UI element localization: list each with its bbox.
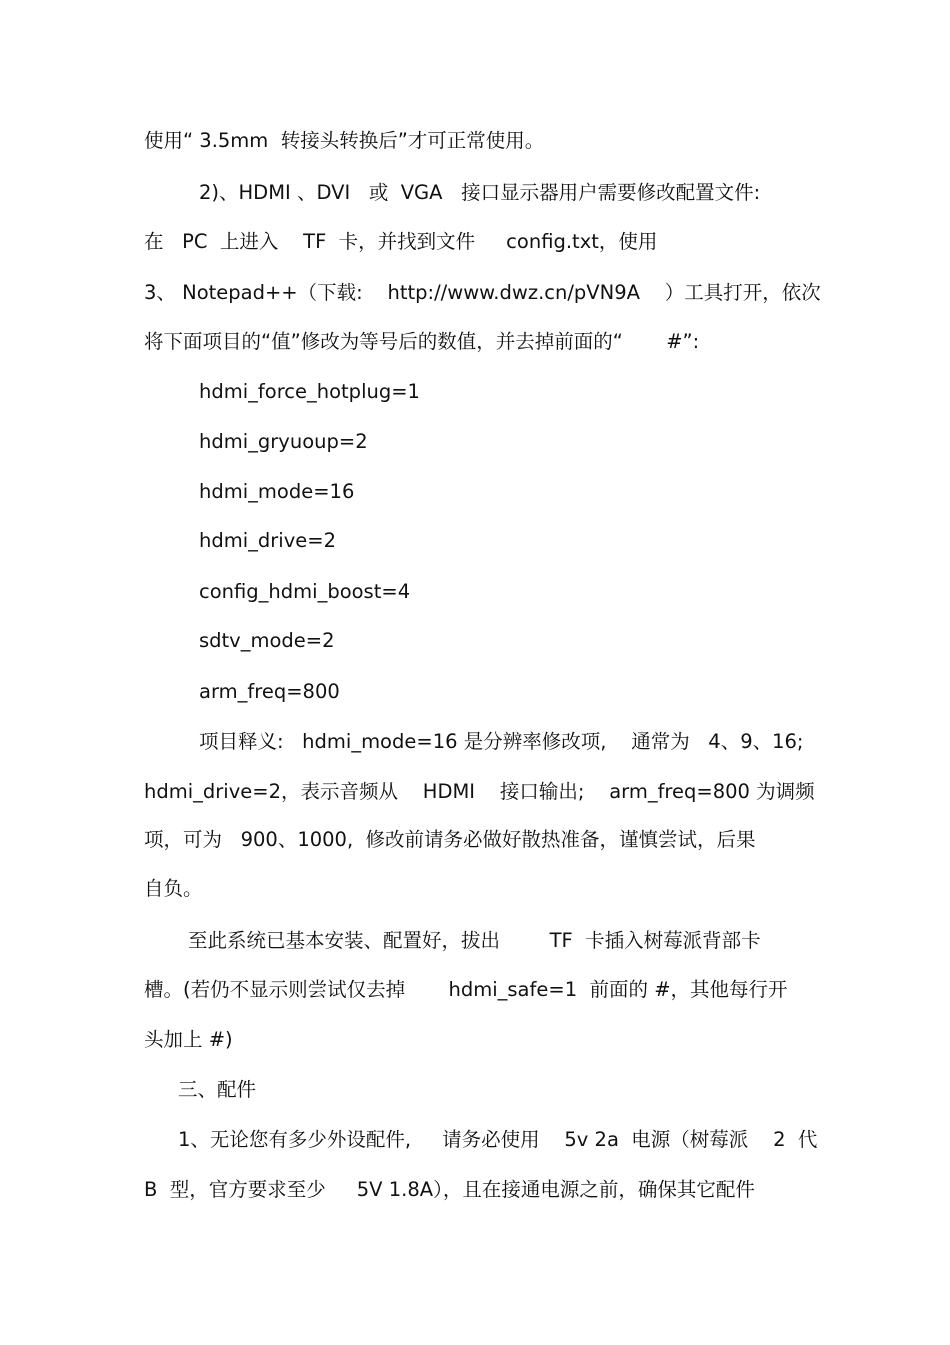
text-line-16: 自负。: [144, 877, 203, 900]
text-line-21: 1、无论您有多少外设配件, 请务必使用 5v 2a 电源（树莓派 2 代: [178, 1128, 818, 1151]
config-line-2: hdmi_gryuoup=2: [199, 430, 368, 453]
text-line-2: 2)、HDMI 、DVI 或 VGA 接口显示器用户需要修改配置文件:: [199, 181, 761, 204]
text-line-13: 项目释义: hdmi_mode=16 是分辨率修改项, 通常为 4、9、16;: [199, 730, 804, 753]
config-line-7: arm_freq=800: [199, 680, 340, 703]
config-line-5: config_hdmi_boost=4: [199, 580, 411, 603]
config-line-3: hdmi_mode=16: [199, 480, 355, 503]
text-line-3: 在 PC 上进入 TF 卡，并找到文件 config.txt，使用: [144, 230, 658, 253]
text-line-15: 项，可为 900、1000, 修改前请务必做好散热准备，谨慎尝试，后果: [144, 828, 756, 851]
section-heading: 三、配件: [178, 1078, 257, 1101]
text-line-18: 槽。(若仍不显示则尝试仅去掉 hdmi_safe=1 前面的 #，其他每行开: [144, 978, 788, 1001]
config-line-1: hdmi_force_hotplug=1: [199, 380, 420, 403]
config-line-4: hdmi_drive=2: [199, 529, 336, 552]
config-line-6: sdtv_mode=2: [199, 629, 335, 652]
text-line-5: 将下面项目的“值”修改为等号后的数值，并去掉前面的“ #”:: [144, 330, 700, 353]
text-line-19: 头加上 #): [144, 1028, 233, 1051]
text-line-4: 3、 Notepad++（下载: http://www.dwz.cn/pVN9A ）工具打开，依次: [144, 281, 821, 304]
text-line-14: hdmi_drive=2，表示音频从 HDMI 接口输出; arm_freq=800 为调频: [144, 780, 815, 803]
text-line-1: 使用“ 3.5mm 转接头转换后”才可正常使用。: [144, 129, 545, 152]
text-line-17: 至此系统已基本安装、配置好，拔出 TF 卡插入树莓派背部卡: [188, 929, 761, 952]
text-line-22: B 型，官方要求至少 5V 1.8A），且在接通电源之前，确保其它配件: [144, 1178, 755, 1201]
